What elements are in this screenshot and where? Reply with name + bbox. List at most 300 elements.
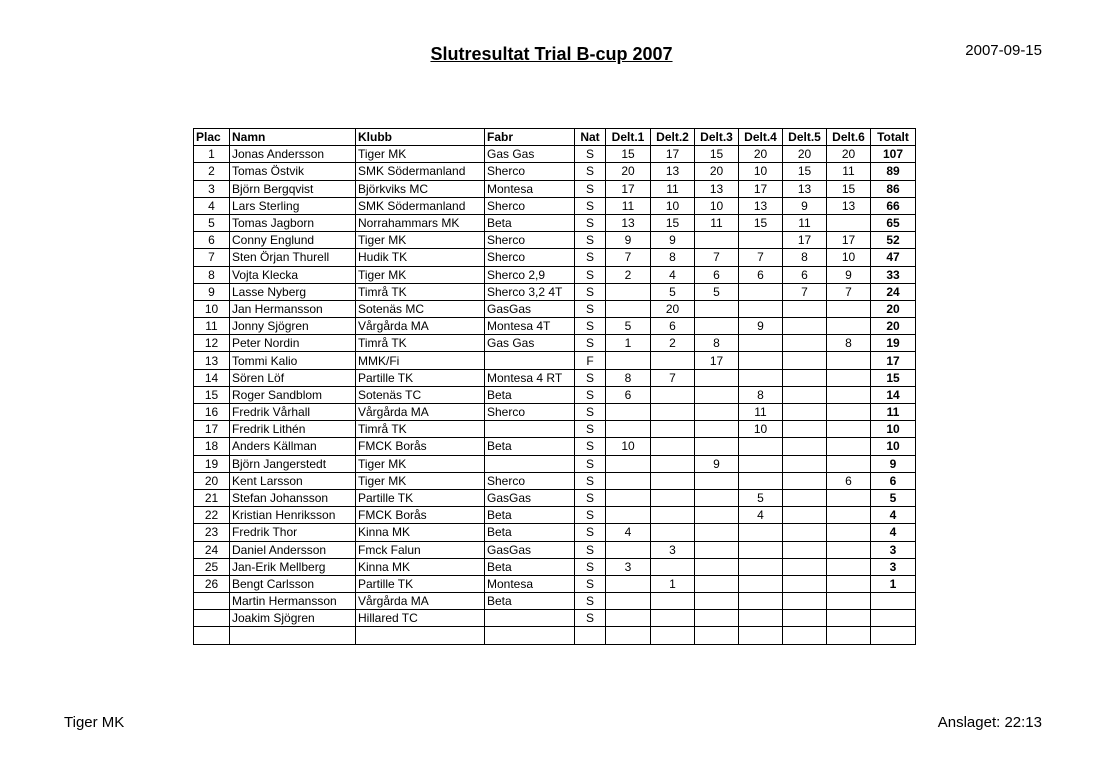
table-cell: 3 xyxy=(194,180,230,197)
table-row xyxy=(194,369,916,386)
table-cell xyxy=(827,438,871,455)
column-header: Klubb xyxy=(356,129,485,146)
table-cell: S xyxy=(575,593,606,610)
table-cell: Timrå TK xyxy=(356,421,485,438)
table-cell: Vojta Klecka xyxy=(230,266,356,283)
table-cell xyxy=(827,489,871,506)
table-cell: 19 xyxy=(871,335,916,352)
table-cell: Daniel Andersson xyxy=(230,541,356,558)
table-cell: Roger Sandblom xyxy=(230,386,356,403)
table-cell: Fmck Falun xyxy=(356,541,485,558)
table-cell: Beta xyxy=(485,214,575,231)
table-cell: Sherco xyxy=(485,249,575,266)
table-cell xyxy=(783,318,827,335)
table-cell xyxy=(739,283,783,300)
table-cell: 66 xyxy=(871,197,916,214)
table-cell: S xyxy=(575,266,606,283)
table-cell: 11 xyxy=(783,214,827,231)
column-header: Delt.5 xyxy=(783,129,827,146)
table-cell xyxy=(651,404,695,421)
table-cell: 17 xyxy=(651,146,695,163)
column-header: Delt.2 xyxy=(651,129,695,146)
table-cell: Peter Nordin xyxy=(230,335,356,352)
table-cell: Tiger MK xyxy=(356,266,485,283)
table-cell xyxy=(695,300,739,317)
table-cell: S xyxy=(575,163,606,180)
table-cell xyxy=(827,386,871,403)
table-cell xyxy=(783,541,827,558)
table-cell: S xyxy=(575,575,606,592)
table-cell xyxy=(827,369,871,386)
table-cell: 1 xyxy=(606,335,651,352)
table-cell xyxy=(827,610,871,627)
table-cell: 15 xyxy=(651,214,695,231)
table-cell: Sherco 2,9 xyxy=(485,266,575,283)
table-cell: 86 xyxy=(871,180,916,197)
table-cell: 24 xyxy=(871,283,916,300)
table-cell xyxy=(651,593,695,610)
table-cell xyxy=(739,575,783,592)
table-cell: 6 xyxy=(827,472,871,489)
table-cell: S xyxy=(575,489,606,506)
table-cell: 47 xyxy=(871,249,916,266)
table-cell xyxy=(695,558,739,575)
table-cell xyxy=(695,404,739,421)
table-cell: Hillared TC xyxy=(356,610,485,627)
table-cell xyxy=(651,472,695,489)
table-cell: 15 xyxy=(871,369,916,386)
table-cell xyxy=(695,507,739,524)
table-row xyxy=(194,472,916,489)
table-cell: 9 xyxy=(739,318,783,335)
table-cell: 6 xyxy=(194,232,230,249)
table-cell: 10 xyxy=(651,197,695,214)
table-cell xyxy=(739,610,783,627)
table-cell: S xyxy=(575,438,606,455)
table-cell: Conny Englund xyxy=(230,232,356,249)
table-row xyxy=(194,352,916,369)
table-cell: Partille TK xyxy=(356,575,485,592)
table-cell: 6 xyxy=(695,266,739,283)
table-cell: S xyxy=(575,558,606,575)
table-cell xyxy=(651,524,695,541)
table-cell: S xyxy=(575,283,606,300)
table-cell: 25 xyxy=(194,558,230,575)
table-row xyxy=(194,214,916,231)
table-cell: 17 xyxy=(194,421,230,438)
table-cell xyxy=(695,593,739,610)
table-cell xyxy=(739,524,783,541)
table-cell: Kent Larsson xyxy=(230,472,356,489)
table-cell: 11 xyxy=(871,404,916,421)
table-cell xyxy=(695,318,739,335)
table-cell xyxy=(485,455,575,472)
table-cell: 5 xyxy=(194,214,230,231)
table-row xyxy=(194,524,916,541)
table-cell: S xyxy=(575,404,606,421)
table-cell: Fredrik Thor xyxy=(230,524,356,541)
table-row xyxy=(194,197,916,214)
table-cell xyxy=(695,610,739,627)
table-cell: 4 xyxy=(606,524,651,541)
table-row xyxy=(194,627,916,644)
table-cell xyxy=(827,541,871,558)
table-cell: 7 xyxy=(695,249,739,266)
table-cell xyxy=(651,489,695,506)
table-cell: 7 xyxy=(827,283,871,300)
table-cell xyxy=(356,627,485,644)
table-cell: Beta xyxy=(485,507,575,524)
table-cell: 15 xyxy=(194,386,230,403)
table-cell xyxy=(651,558,695,575)
table-cell xyxy=(783,335,827,352)
table-cell: Hudik TK xyxy=(356,249,485,266)
table-cell: GasGas xyxy=(485,489,575,506)
table-cell: 10 xyxy=(871,421,916,438)
table-cell: 13 xyxy=(739,197,783,214)
table-cell xyxy=(485,610,575,627)
table-cell xyxy=(827,524,871,541)
footer-club: Tiger MK xyxy=(64,714,125,731)
table-cell xyxy=(827,593,871,610)
table-cell: 6 xyxy=(739,266,783,283)
table-cell: 8 xyxy=(783,249,827,266)
table-cell xyxy=(651,455,695,472)
table-cell: 17 xyxy=(606,180,651,197)
table-row xyxy=(194,386,916,403)
table-cell: S xyxy=(575,318,606,335)
table-cell: 3 xyxy=(871,541,916,558)
table-cell: 20 xyxy=(695,163,739,180)
table-cell: Sören Löf xyxy=(230,369,356,386)
table-cell xyxy=(194,627,230,644)
table-cell: S xyxy=(575,300,606,317)
table-row xyxy=(194,507,916,524)
table-cell: Tiger MK xyxy=(356,455,485,472)
table-cell: 3 xyxy=(651,541,695,558)
table-cell: 26 xyxy=(194,575,230,592)
table-cell: 1 xyxy=(651,575,695,592)
table-cell: 10 xyxy=(739,421,783,438)
table-cell xyxy=(739,558,783,575)
table-cell: 8 xyxy=(606,369,651,386)
table-cell xyxy=(485,421,575,438)
table-cell: Sotenäs MC xyxy=(356,300,485,317)
table-cell xyxy=(827,455,871,472)
table-cell: 13 xyxy=(651,163,695,180)
table-cell: S xyxy=(575,369,606,386)
table-cell xyxy=(695,541,739,558)
table-cell: S xyxy=(575,507,606,524)
table-cell xyxy=(783,455,827,472)
table-cell: 7 xyxy=(651,369,695,386)
table-cell xyxy=(739,438,783,455)
table-cell xyxy=(606,404,651,421)
table-cell: Gas Gas xyxy=(485,335,575,352)
table-cell: 1 xyxy=(871,575,916,592)
table-cell xyxy=(783,593,827,610)
table-cell xyxy=(606,627,651,644)
table-cell xyxy=(194,593,230,610)
table-row xyxy=(194,300,916,317)
table-cell: S xyxy=(575,421,606,438)
table-cell: 6 xyxy=(871,472,916,489)
table-cell xyxy=(485,352,575,369)
table-cell xyxy=(695,421,739,438)
table-cell: 17 xyxy=(827,232,871,249)
table-cell xyxy=(783,352,827,369)
table-cell: Tomas Jagborn xyxy=(230,214,356,231)
table-cell xyxy=(871,593,916,610)
column-header: Plac xyxy=(194,129,230,146)
table-cell: 5 xyxy=(651,283,695,300)
date: 2007-09-15 xyxy=(965,42,1042,59)
table-cell xyxy=(739,335,783,352)
table-row xyxy=(194,163,916,180)
table-cell: 8 xyxy=(695,335,739,352)
table-cell xyxy=(783,404,827,421)
column-header: Totalt xyxy=(871,129,916,146)
table-cell xyxy=(651,386,695,403)
table-cell: 10 xyxy=(194,300,230,317)
table-cell: S xyxy=(575,214,606,231)
table-cell xyxy=(739,593,783,610)
table-cell xyxy=(695,438,739,455)
table-cell xyxy=(606,507,651,524)
table-cell: 11 xyxy=(651,180,695,197)
table-cell: 5 xyxy=(606,318,651,335)
table-cell xyxy=(695,232,739,249)
table-cell: FMCK Borås xyxy=(356,507,485,524)
table-cell: 4 xyxy=(194,197,230,214)
column-header: Delt.3 xyxy=(695,129,739,146)
table-cell xyxy=(783,369,827,386)
table-cell: 15 xyxy=(606,146,651,163)
table-row xyxy=(194,593,916,610)
table-cell xyxy=(230,627,356,644)
table-cell: Jonas Andersson xyxy=(230,146,356,163)
table-cell xyxy=(739,472,783,489)
table-cell xyxy=(827,507,871,524)
table-cell xyxy=(651,627,695,644)
table-cell xyxy=(783,575,827,592)
table-cell: 24 xyxy=(194,541,230,558)
table-cell: 13 xyxy=(827,197,871,214)
table-cell: Martin Hermansson xyxy=(230,593,356,610)
table-cell: S xyxy=(575,524,606,541)
table-row xyxy=(194,335,916,352)
table-cell: 52 xyxy=(871,232,916,249)
table-cell: Kinna MK xyxy=(356,558,485,575)
table-row xyxy=(194,404,916,421)
table-cell xyxy=(783,610,827,627)
table-cell: Lars Sterling xyxy=(230,197,356,214)
table-row xyxy=(194,266,916,283)
table-cell: 15 xyxy=(827,180,871,197)
table-cell xyxy=(651,421,695,438)
table-cell xyxy=(575,627,606,644)
table-cell xyxy=(695,627,739,644)
table-cell xyxy=(606,610,651,627)
table-cell: 22 xyxy=(194,507,230,524)
table-cell: Jonny Sjögren xyxy=(230,318,356,335)
table-cell xyxy=(651,438,695,455)
table-cell: 4 xyxy=(739,507,783,524)
table-cell xyxy=(739,300,783,317)
table-cell: Tiger MK xyxy=(356,232,485,249)
table-cell: 9 xyxy=(651,232,695,249)
footer-posted-time: Anslaget: 22:13 xyxy=(937,714,1042,731)
table-cell: Björkviks MC xyxy=(356,180,485,197)
table-row xyxy=(194,283,916,300)
table-cell xyxy=(485,627,575,644)
table-cell: 7 xyxy=(194,249,230,266)
table-cell: Partille TK xyxy=(356,369,485,386)
table-cell: Beta xyxy=(485,593,575,610)
table-cell xyxy=(606,472,651,489)
table-cell: 5 xyxy=(739,489,783,506)
table-cell xyxy=(606,421,651,438)
table-cell: 20 xyxy=(194,472,230,489)
table-cell: Montesa xyxy=(485,575,575,592)
table-row xyxy=(194,421,916,438)
table-cell: Timrå TK xyxy=(356,283,485,300)
table-cell: S xyxy=(575,180,606,197)
table-cell: 6 xyxy=(783,266,827,283)
table-cell: Tiger MK xyxy=(356,146,485,163)
table-cell: 10 xyxy=(871,438,916,455)
table-cell: 11 xyxy=(827,163,871,180)
table-cell xyxy=(695,386,739,403)
table-cell: 4 xyxy=(871,507,916,524)
table-cell: 20 xyxy=(606,163,651,180)
table-cell: S xyxy=(575,610,606,627)
column-header: Fabr xyxy=(485,129,575,146)
table-cell: Fredrik Vårhall xyxy=(230,404,356,421)
table-cell xyxy=(783,438,827,455)
table-cell xyxy=(827,318,871,335)
column-header: Nat xyxy=(575,129,606,146)
table-cell xyxy=(606,541,651,558)
table-cell: 21 xyxy=(194,489,230,506)
table-cell: 19 xyxy=(194,455,230,472)
table-row xyxy=(194,575,916,592)
table-cell: Beta xyxy=(485,438,575,455)
table-cell: 20 xyxy=(651,300,695,317)
table-cell xyxy=(783,472,827,489)
table-cell: 6 xyxy=(606,386,651,403)
table-cell: 23 xyxy=(194,524,230,541)
table-cell: 9 xyxy=(827,266,871,283)
table-cell: Gas Gas xyxy=(485,146,575,163)
column-header: Delt.6 xyxy=(827,129,871,146)
table-row xyxy=(194,558,916,575)
table-cell xyxy=(827,421,871,438)
table-cell: 5 xyxy=(871,489,916,506)
table-cell: Sherco xyxy=(485,163,575,180)
table-cell: Jan-Erik Mellberg xyxy=(230,558,356,575)
table-cell xyxy=(651,352,695,369)
table-cell: 9 xyxy=(783,197,827,214)
table-cell: Kristian Henriksson xyxy=(230,507,356,524)
table-cell xyxy=(739,352,783,369)
table-cell: MMK/Fi xyxy=(356,352,485,369)
table-cell: SMK Södermanland xyxy=(356,163,485,180)
table-cell: 17 xyxy=(739,180,783,197)
table-cell: GasGas xyxy=(485,541,575,558)
table-cell: 89 xyxy=(871,163,916,180)
table-cell: Sherco xyxy=(485,197,575,214)
table-cell: 6 xyxy=(651,318,695,335)
table-cell: 10 xyxy=(606,438,651,455)
table-cell: 11 xyxy=(695,214,739,231)
table-cell xyxy=(606,352,651,369)
table-cell: 14 xyxy=(194,369,230,386)
table-cell xyxy=(783,300,827,317)
table-cell: 20 xyxy=(783,146,827,163)
table-cell: Partille TK xyxy=(356,489,485,506)
table-cell: Sherco xyxy=(485,232,575,249)
table-cell xyxy=(651,610,695,627)
table-cell xyxy=(783,627,827,644)
table-cell xyxy=(606,593,651,610)
table-cell: Björn Jangerstedt xyxy=(230,455,356,472)
table-cell xyxy=(695,472,739,489)
table-cell: Fredrik Lithén xyxy=(230,421,356,438)
table-cell: 11 xyxy=(194,318,230,335)
table-cell xyxy=(783,489,827,506)
table-cell: 13 xyxy=(606,214,651,231)
table-cell: Beta xyxy=(485,386,575,403)
table-cell: S xyxy=(575,197,606,214)
table-cell: 18 xyxy=(194,438,230,455)
table-cell: Montesa 4T xyxy=(485,318,575,335)
table-cell: Sherco 3,2 4T xyxy=(485,283,575,300)
table-row xyxy=(194,249,916,266)
table-cell: 1 xyxy=(194,146,230,163)
table-cell: 10 xyxy=(695,197,739,214)
table-cell: 7 xyxy=(783,283,827,300)
table-cell xyxy=(783,507,827,524)
table-cell: 20 xyxy=(871,318,916,335)
table-cell xyxy=(827,558,871,575)
results-table xyxy=(193,128,916,645)
table-cell: Montesa 4 RT xyxy=(485,369,575,386)
table-cell: S xyxy=(575,146,606,163)
table-cell xyxy=(739,369,783,386)
table-cell: Beta xyxy=(485,558,575,575)
table-cell: 17 xyxy=(695,352,739,369)
table-cell: Sherco xyxy=(485,472,575,489)
table-cell: 10 xyxy=(827,249,871,266)
table-cell xyxy=(783,421,827,438)
table-cell: S xyxy=(575,232,606,249)
table-cell: Montesa xyxy=(485,180,575,197)
table-cell: 107 xyxy=(871,146,916,163)
table-cell: 17 xyxy=(783,232,827,249)
table-cell xyxy=(827,627,871,644)
page-title: Slutresultat Trial B-cup 2007 xyxy=(430,44,673,64)
table-row xyxy=(194,146,916,163)
table-cell: 20 xyxy=(739,146,783,163)
table-cell: 2 xyxy=(194,163,230,180)
table-cell xyxy=(695,524,739,541)
table-cell: 20 xyxy=(827,146,871,163)
table-cell: 13 xyxy=(194,352,230,369)
table-cell xyxy=(606,575,651,592)
table-cell: 9 xyxy=(606,232,651,249)
table-cell: GasGas xyxy=(485,300,575,317)
